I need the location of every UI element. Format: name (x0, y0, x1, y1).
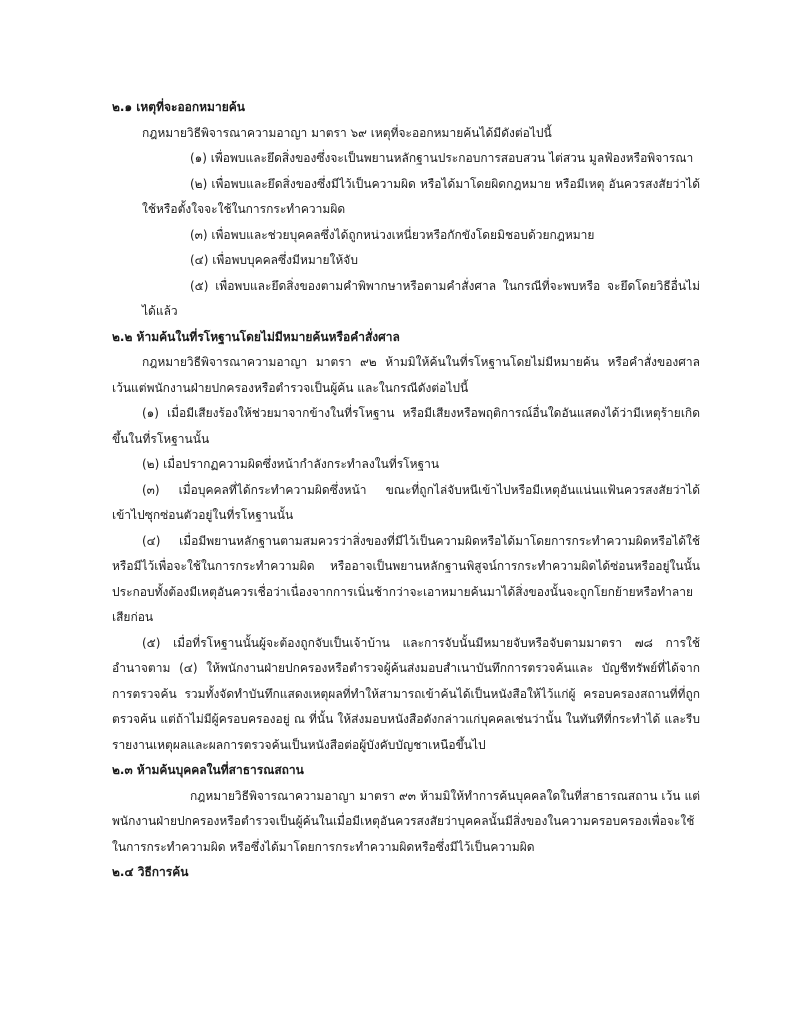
list-item: (๔) เพื่อพบบุคคลซึ่งมีหมายให้จับ (190, 253, 358, 267)
list-item: (๑) เมื่อมีเสียงร้องให้ช่วยมาจากข้างในที่รโหฐาน หรือมีเสียงหรือพฤติการณ์อื่นใดอันแสดงได้ว่ามีเหตุร้ายเกิดขึ้นในที่รโหฐานนั้น (112, 406, 700, 446)
list-item: (๕) เพื่อพบและยึดสิ่งของตามคำพิพากษาหรือตามคำสั่งศาล ในกรณีที่จะพบหรือ จะยึดโดยวิธีอื่นไม่ได้แล้ว (142, 278, 700, 318)
list-item: (๒) เมื่อปรากฏความผิดซึ่งหน้ากำลังกระทำลงในที่รโหฐาน (142, 457, 440, 471)
section-heading: ๒.๔ วิธีการค้น (112, 865, 189, 879)
list-item: (๓) เพื่อพบและช่วยบุคคลซึ่งได้ถูกหน่วงเหนี่ยวหรือกักขังโดยมิชอบด้วยกฎหมาย (190, 227, 595, 242)
document-body (112, 95, 700, 886)
paragraph: กฎหมายวิธีพิจารณาความอาญา มาตรา ๙๓ ห้ามมิให้ทำการค้นบุคคลใดในที่สาธารณสถาน เว้น แต่พนักงานฝ่ายปกครองหรือตำรวจเป็นผู้ค้นในเมื่อมีเหตุอันควรสงสัยว่าบุคคลนั้นมีสิ่งของในความครอบครองเพื่อจะใช้ในการกระทำความผิด หรือซึ่งได้มาโดยการกระทำความผิดหรือซึ่งมีไว้เป็นความผิด (112, 788, 700, 854)
list-item: (๓) เมื่อบุคคลที่ได้กระทำความผิดซึ่งหน้า ขณะที่ถูกไล่จับหนีเข้าไปหรือมีเหตุอันแน่นแฟ้นควรสงสัยว่าได้เข้าไปซุกซ่อนตัวอยู่ในที่รโหฐานนั้น (112, 482, 700, 522)
list-item: (๑) เพื่อพบและยึดสิ่งของซึ่งจะเป็นพยานหลักฐานประกอบการสอบสวน ไต่สวน มูลฟ้องหรือพิจารณา (190, 151, 694, 165)
list-item: (๕) เมื่อที่รโหฐานนั้นผู้จะต้องถูกจับเป็นเจ้าบ้าน และการจับนั้นมีหมายจับหรือจับตามมาตรา ๗๘ การใช้อำนาจตาม (๔) ให้พนักงานฝ่ายปกครองหรือตำรวจผู้ค้นส่งมอบสำเนาบันทึกการตรวจค้นและ บัญชีทรัพย์ที่ได้จากการตรวจค้น รวมทั้งจัดทำบันทึกแสดงเหตุผลที่ทำให้สามารถเข้าค้นได้เป็นหนังสือให้ไว้แก่ผู้ ครอบครองสถานที่ที่ถูกตรวจค้น แต่ถ้าไม่มีผู้ครอบครองอยู่ ณ ที่นั้น ให้ส่งมอบหนังสือดังกล่าวแก่บุคคลเช่นว่านั้น ในทันทีที่กระทำได้ และรีบรายงานเหตุผลและผลการตรวจค้นเป็นหนังสือต่อผู้บังคับบัญชาเหนือขึ้นไป (112, 635, 700, 752)
list-item: (๔) เมื่อมีพยานหลักฐานตามสมควรว่าสิ่งของที่มีไว้เป็นความผิดหรือได้มาโดยการกระทำความผิดหรือได้ใช้หรือมีไว้เพื่อจะใช้ในการกระทำความผิด หรืออาจเป็นพยานหลักฐานพิสูจน์การกระทำความผิดได้ซ่อนหรืออยู่ในนั้น ประกอบทั้งต้องมีเหตุอันควรเชื่อว่าเนื่องจากการเนิ่นช้ากว่าจะเอาหมายค้นมาได้สิ่งของนั้นจะถูกโยกย้ายหรือทำลาย เสียก่อน (112, 533, 700, 624)
section-heading: ๒.๑ เหตุที่จะออกหมายค้น (112, 100, 245, 114)
list-item: (๒) เพื่อพบและยึดสิ่งของซึ่งมีไว้เป็นความผิด หรือได้มาโดยผิดกฎหมาย หรือมีเหตุ อันควรสงสัยว่าได้ใช้หรือตั้งใจจะใช้ในการกระทำความผิด (142, 176, 700, 216)
section-heading: ๒.๒ ห้ามค้นในที่รโหฐานโดยไม่มีหมายค้นหรือคำสั่งศาล (112, 329, 400, 344)
section-heading: ๒.๓ ห้ามค้นบุคคลในที่สาธารณสถาน (112, 763, 304, 777)
paragraph: กฎหมายวิธีพิจารณาความอาญา มาตรา ๙๒ ห้ามมิให้ค้นในที่รโหฐานโดยไม่มีหมายค้น หรือคำสั่งของศาล เว้นแต่พนักงานฝ่ายปกครองหรือตำรวจเป็นผู้ค้น และในกรณีดังต่อไปนี้ (112, 355, 700, 395)
paragraph: กฎหมายวิธีพิจารณาความอาญา มาตรา ๖๙ เหตุที่จะออกหมายค้นได้มีดังต่อไปนี้ (142, 125, 552, 140)
